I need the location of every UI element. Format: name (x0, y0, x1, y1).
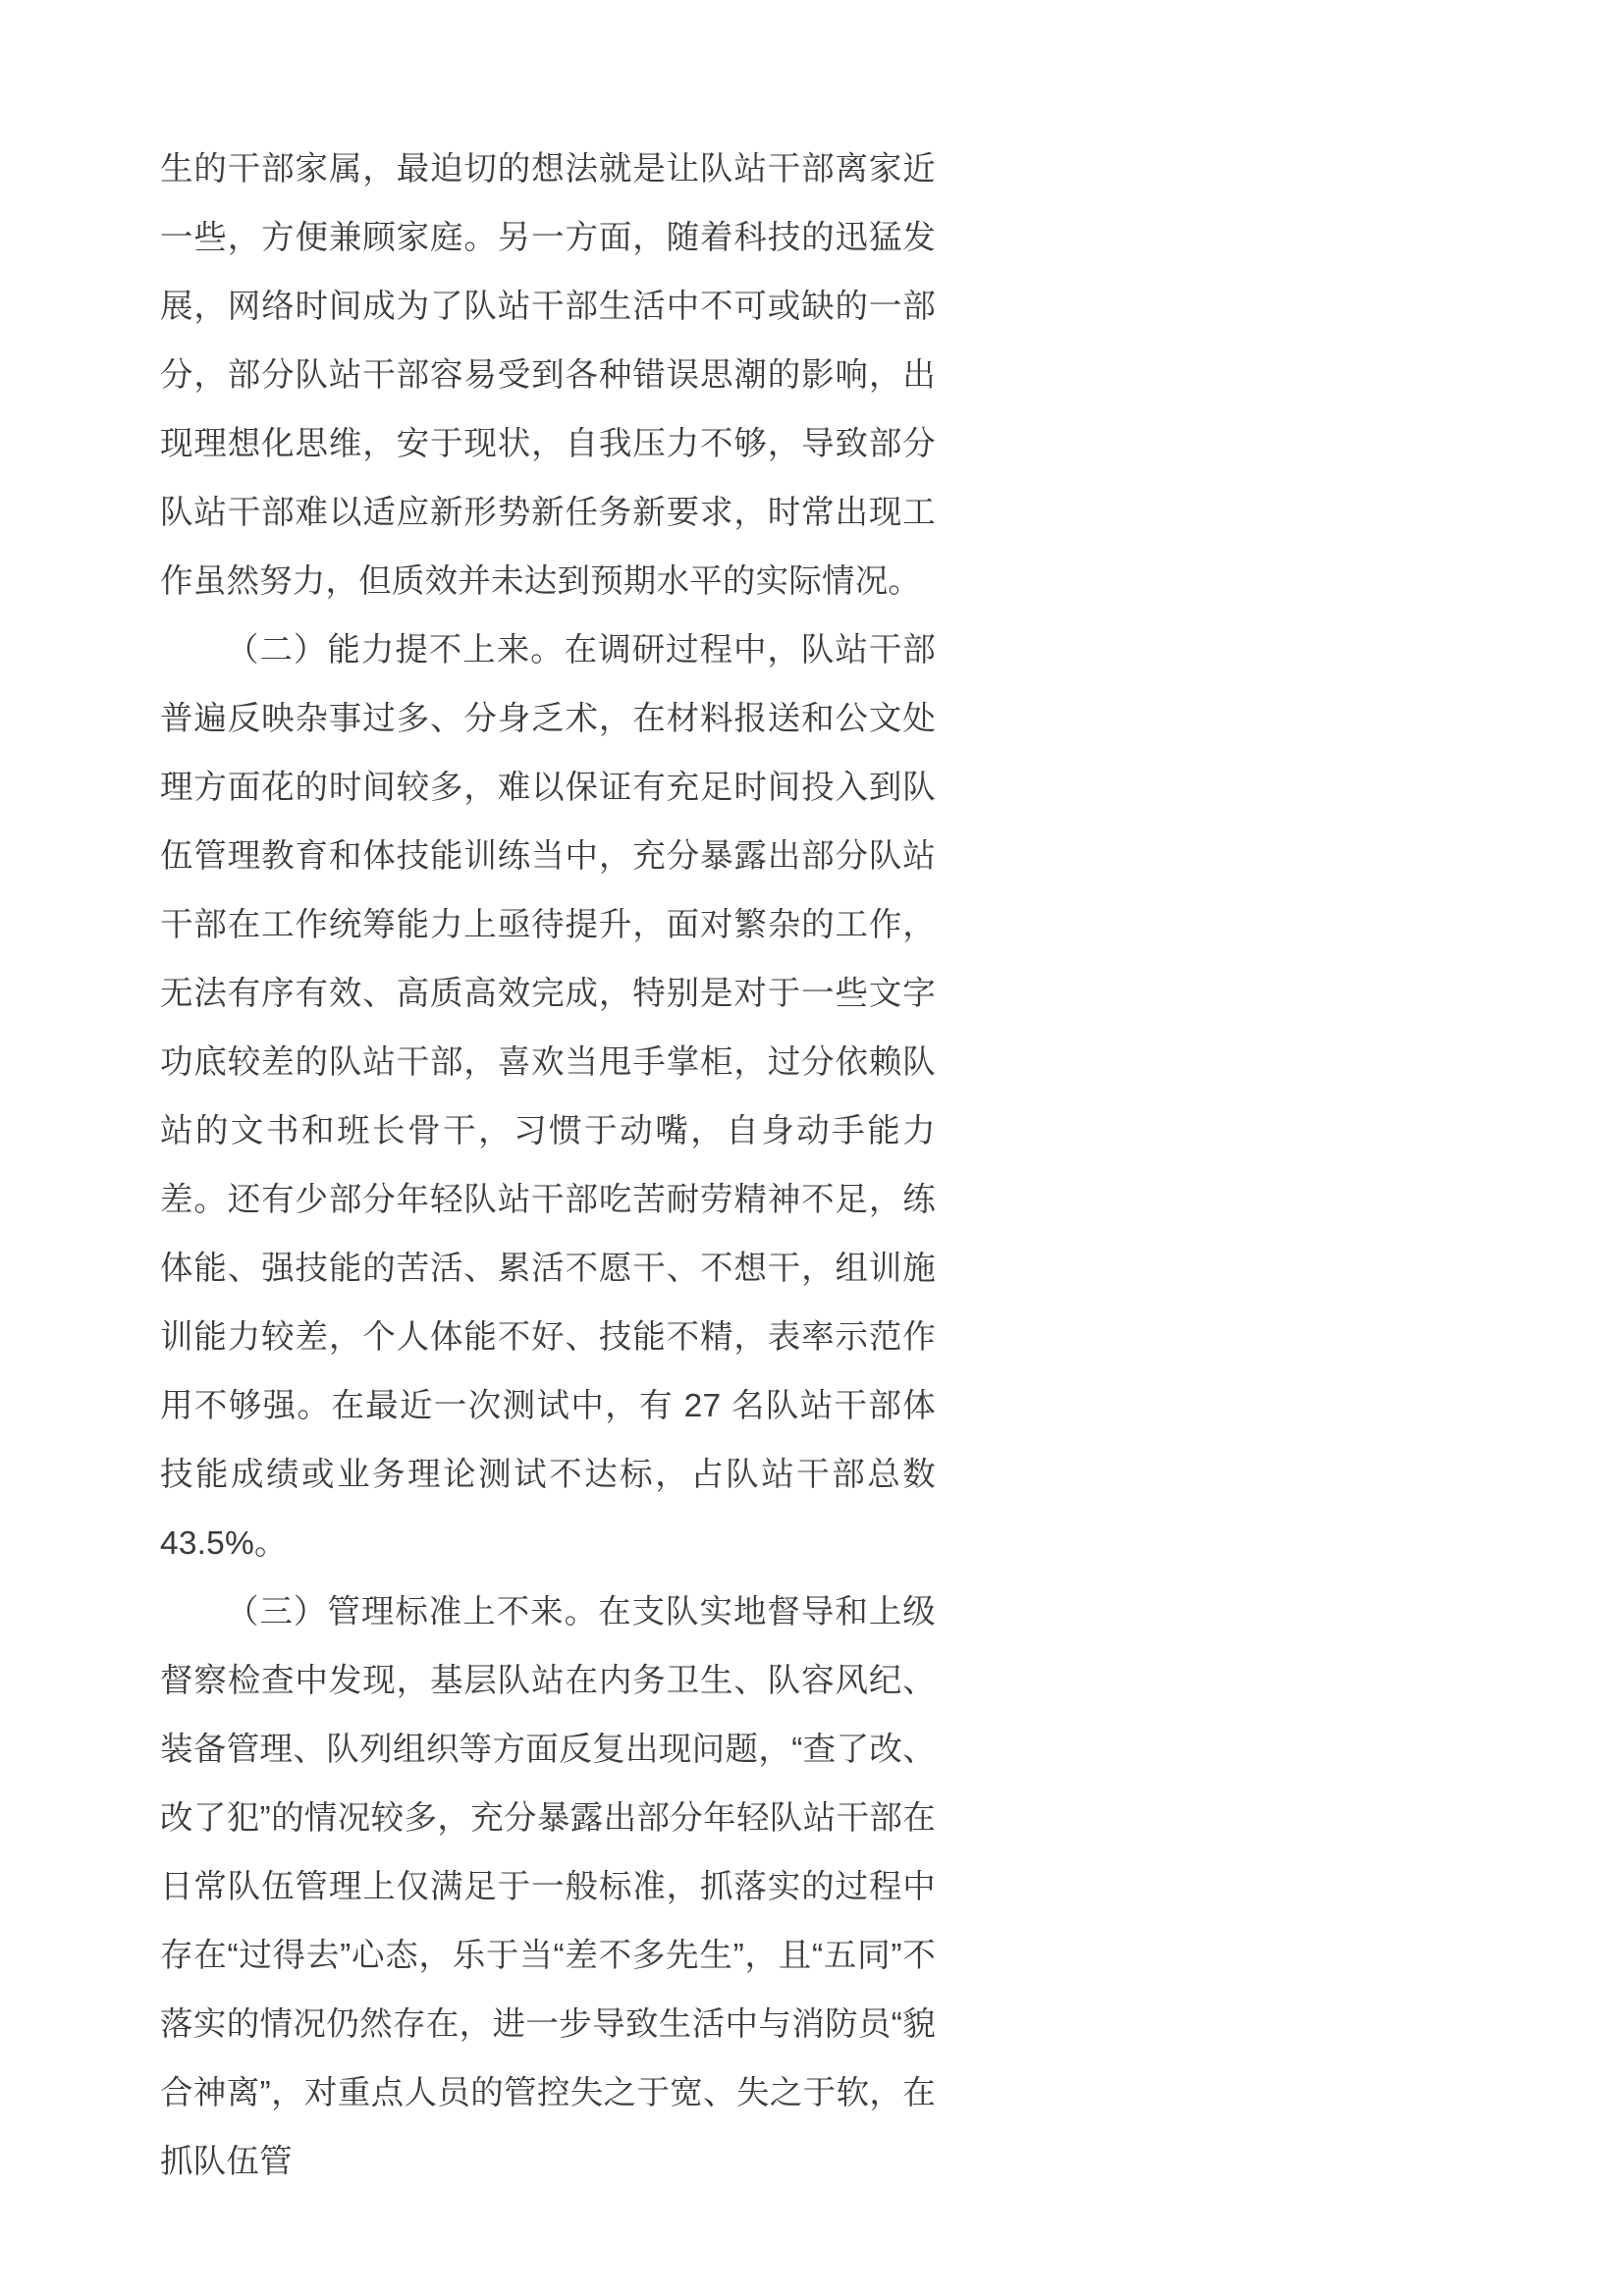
paragraph-section-three: （三）管理标准上不来。在支队实地督导和上级督察检查中发现，基层队站在内务卫生、队容风纪、装备管理、队列组织等方面反复出现问题，“查了改、改了犯”的情况较多，充分暴露出部分年轻队站干部在日常队伍管理上仅满足于一般标准，抓落实的过程中存在“过得去”心态，乐于当“差不多先生”，且“五同”不落实的情况仍然存在，进一步导致生活中与消防员“貌合神离”，对重点人员的管控失之于宽、失之于软，在抓队伍管 (160, 1594, 936, 2180)
paragraph-continued: 生的干部家属，最迫切的想法就是让队站干部离家近一些，方便兼顾家庭。另一方面，随着科技的迅猛发展，网络时间成为了队站干部生活中不可或缺的一部分，部分队站干部容易受到各种错误思潮的影响，出现理想化思维，安于现状，自我压力不够，导致部分队站干部难以适应新形势新任务新要求，时常出现工作虽然努力，但质效并未达到预期水平的实际情况。 (160, 151, 936, 600)
document-body (160, 135, 936, 2197)
paragraph-section-two: （二）能力提不上来。在调研过程中，队站干部普遍反映杂事过多、分身乏术，在材料报送和公文处理方面花的时间较多，难以保证有充足时间投入到队伍管理教育和体技能训练当中，充分暴露出部分队站干部在工作统筹能力上亟待提升，面对繁杂的工作，无法有序有效、高质高效完成，特别是对于一些文字功底较差的队站干部，喜欢当甩手掌柜，过分依赖队站的文书和班长骨干，习惯于动嘴，自身动手能力差。还有少部分年轻队站干部吃苦耐劳精神不足，练体能、强技能的苦活、累活不愿干、不想干，组训施训能力较差，个人体能不好、技能不精，表率示范作用不够强。在最近一次测试中，有 27 名队站干部体技能成绩或业务理论测试不达标，占队站干部总数 43.5%。 (160, 632, 936, 1562)
